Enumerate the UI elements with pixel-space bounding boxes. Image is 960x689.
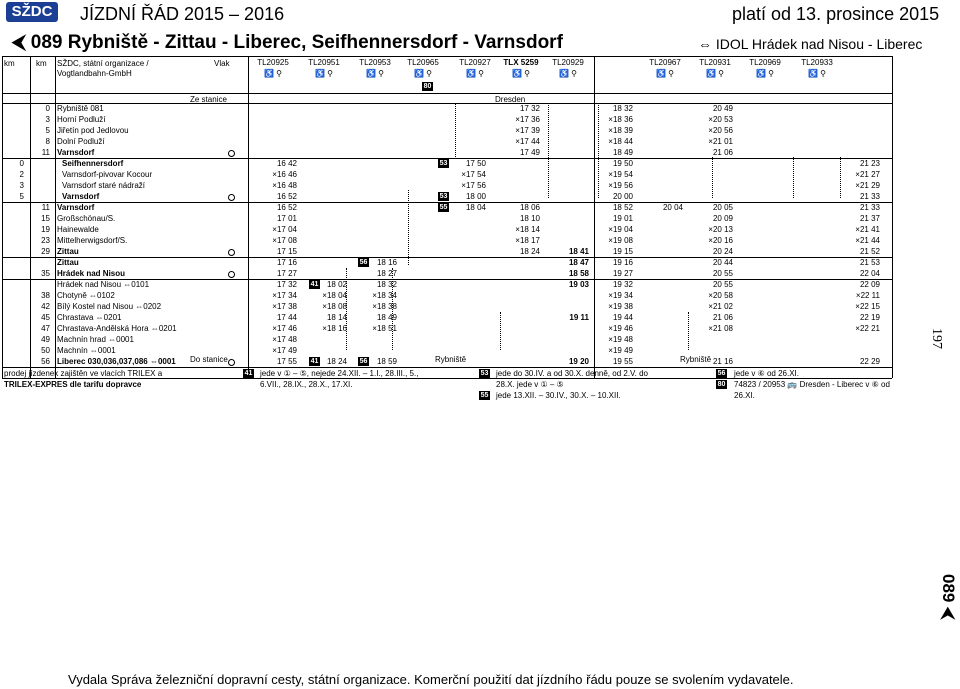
note-box-53: 53 xyxy=(480,370,489,377)
time-cell: 22 19 xyxy=(859,313,880,322)
ze-stanice: Ze stanice xyxy=(190,95,227,104)
to-rybniste-1: Rybniště xyxy=(435,355,467,364)
time-cell: 19 32 xyxy=(612,280,633,289)
train-number: TL20965 xyxy=(407,58,439,67)
station-name: Jiřetín pod Jedlovou xyxy=(57,126,129,135)
col-km2: km xyxy=(36,59,47,68)
train-number: TL20927 xyxy=(459,58,491,67)
time-cell: ×17 48 xyxy=(272,335,297,344)
station-name: Hainewalde xyxy=(57,225,99,234)
time-cell: ×20 56 xyxy=(708,126,733,135)
time-cell: 21 52 xyxy=(859,247,880,256)
time-cell: 18 52 xyxy=(612,203,633,212)
table-bottom-line xyxy=(2,367,892,368)
train-symbols: ♿ ⚲ xyxy=(413,69,433,78)
time-cell: 21 37 xyxy=(859,214,880,223)
section-line xyxy=(2,257,892,258)
carrier: SŽDC, státní organizace / Vogtlandbahn-GmbH xyxy=(57,59,149,78)
station-name: Varnsdorf staré nádraží xyxy=(62,181,146,190)
station-name: Chotyně ⇔0102 xyxy=(57,291,115,300)
time-cell: ×17 34 xyxy=(272,291,297,300)
time-cell: ×21 29 xyxy=(855,181,880,190)
time-cell: ×22 21 xyxy=(855,324,880,333)
time-cell: 19 27 xyxy=(612,269,633,278)
time-cell: ×18 17 xyxy=(515,236,540,245)
from-dresden: Dresden xyxy=(495,95,526,104)
time-cell: ×19 56 xyxy=(608,181,633,190)
time-cell: ×19 48 xyxy=(608,335,633,344)
time-cell: 21 23 xyxy=(859,159,880,168)
passage-line xyxy=(548,103,549,198)
passage-line xyxy=(346,268,347,350)
km2-value: 0 xyxy=(45,104,50,113)
time-cell: ×19 54 xyxy=(608,170,633,179)
train-symbols: ♿ ⚲ xyxy=(465,69,485,78)
time-cell: 19 55 xyxy=(612,357,633,366)
time-cell: ×18 08 xyxy=(322,302,347,311)
station-circle-icon xyxy=(228,150,235,157)
station-name: Rybniště 081 xyxy=(57,104,104,113)
time-cell: 17 32 xyxy=(276,280,297,289)
train-symbols: ♿ ⚲ xyxy=(314,69,334,78)
note-box-41: 41 xyxy=(244,370,253,377)
time-cell: 17 55 xyxy=(276,357,297,366)
train-number: TL20931 xyxy=(699,58,731,67)
time-cell: 20 04 xyxy=(662,203,683,212)
time-cell: 16 52 xyxy=(276,203,297,212)
time-cell: 19 15 xyxy=(612,247,633,256)
time-cell: 21 33 xyxy=(859,203,880,212)
passage-line xyxy=(598,103,599,198)
col-km1: km xyxy=(4,59,15,68)
km2-value: 49 xyxy=(41,335,50,344)
time-cell: 21 33 xyxy=(859,192,880,201)
side-line-label xyxy=(938,574,958,619)
time-cell: ×17 04 xyxy=(272,225,297,234)
time-cell: ×18 38 xyxy=(372,302,397,311)
station-circle-icon xyxy=(228,249,235,256)
note-53b: 28.X. jede v ① – ⑤ xyxy=(496,380,564,389)
km2-value: 42 xyxy=(41,302,50,311)
time-cell: 18 32 xyxy=(376,280,397,289)
km2-value: 45 xyxy=(41,313,50,322)
idol-text: IDOL Hrádek nad Nisou - Liberec xyxy=(715,36,923,52)
time-cell: ×21 08 xyxy=(708,324,733,333)
time-cell: 18 32 xyxy=(612,104,633,113)
time-cell: 17 50 xyxy=(465,159,486,168)
time-cell: ×17 54 xyxy=(461,170,486,179)
time-cell: 16 42 xyxy=(276,159,297,168)
train-number: TL20969 xyxy=(749,58,781,67)
table-header-line xyxy=(2,93,892,94)
time-cell: 18 16 xyxy=(376,258,397,267)
time-cell: ×20 16 xyxy=(708,236,733,245)
time-cell: ×17 36 xyxy=(515,115,540,124)
time-cell: ×17 44 xyxy=(515,137,540,146)
time-cell: ×21 41 xyxy=(855,225,880,234)
km2-value: 56 xyxy=(41,357,50,366)
train-number: TL20933 xyxy=(801,58,833,67)
time-cell: ×18 16 xyxy=(322,324,347,333)
time-cell: 19 03 xyxy=(568,280,589,289)
note-box-80-legend: 80 xyxy=(717,381,726,388)
km1-value: 3 xyxy=(19,181,24,190)
time-cell: 17 16 xyxy=(276,258,297,267)
note-box-53: 53 xyxy=(439,160,448,167)
footer: Vydala Správa železniční dopravní cesty, státní organizace. Komerční použití dat jízdního řádu pouze se svolením vydavatele. xyxy=(68,672,794,687)
time-cell: 18 10 xyxy=(519,214,540,223)
time-cell: 18 49 xyxy=(612,148,633,157)
station-name: Mittelherwigsdorf/S. xyxy=(57,236,128,245)
time-cell: ×18 39 xyxy=(608,126,633,135)
side-arrow-icon: ⮜ xyxy=(939,602,958,620)
time-cell: ×18 51 xyxy=(372,324,397,333)
station-name: Seifhennersdorf xyxy=(62,159,124,168)
note-box-55: 55 xyxy=(480,392,489,399)
km2-value: 5 xyxy=(45,126,50,135)
time-cell: 21 06 xyxy=(712,313,733,322)
km1-value: 0 xyxy=(19,159,24,168)
passage-line xyxy=(712,157,713,198)
km1-value: 2 xyxy=(19,170,24,179)
km1-value: 5 xyxy=(19,192,24,201)
time-cell: ×16 48 xyxy=(272,181,297,190)
km2-value: 29 xyxy=(41,247,50,256)
time-cell: 20 49 xyxy=(712,104,733,113)
time-cell: 18 04 xyxy=(465,203,486,212)
time-cell: 18 59 xyxy=(376,357,397,366)
line-arrow-icon: ⮜ xyxy=(12,32,31,53)
note-55: jede 13.XII. – 30.IV., 30.X. – 10.XII. xyxy=(496,391,621,400)
column-divider xyxy=(248,56,249,378)
time-cell: 18 47 xyxy=(568,258,589,267)
line-title: Rybniště - Zittau - Liberec, Seifhennersdorf - Varnsdorf xyxy=(67,32,563,53)
station-name: Machnín hrad ⇔0001 xyxy=(57,335,134,344)
station-name: Machnín ⇔0001 xyxy=(57,346,116,355)
side-line-number: 089 xyxy=(939,574,958,603)
time-cell: 22 04 xyxy=(859,269,880,278)
time-cell: 19 01 xyxy=(612,214,633,223)
time-cell: ×17 08 xyxy=(272,236,297,245)
time-cell: 22 29 xyxy=(859,357,880,366)
station-circle-icon xyxy=(228,271,235,278)
km2-value: 3 xyxy=(45,115,50,124)
col-vlak: Vlak xyxy=(214,59,230,68)
note-box-56: 56 xyxy=(359,259,368,266)
time-cell: 18 14 xyxy=(326,313,347,322)
time-cell: 20 09 xyxy=(712,214,733,223)
km2-value: 15 xyxy=(41,214,50,223)
km2-value: 50 xyxy=(41,346,50,355)
station-circle-icon xyxy=(228,194,235,201)
time-cell: ×22 11 xyxy=(855,291,880,300)
time-cell: ×21 27 xyxy=(855,170,880,179)
time-cell: 18 58 xyxy=(568,269,589,278)
station-name: Horní Podluží xyxy=(57,115,106,124)
time-cell: 20 55 xyxy=(712,280,733,289)
train-symbols: ♿ ⚲ xyxy=(511,69,531,78)
time-cell: ×18 44 xyxy=(608,137,633,146)
time-cell: 21 53 xyxy=(859,258,880,267)
station-name: Varnsdorf xyxy=(57,203,95,212)
passage-line xyxy=(840,157,841,198)
note-box-56: 56 xyxy=(359,358,368,365)
note-trilex-1: prodej jízdenek zajištěn ve vlacích TRILEX a xyxy=(4,369,163,378)
doc-title: JÍZDNÍ ŘÁD 2015 – 2016 xyxy=(80,4,285,24)
note-80b: 26.XI. xyxy=(734,391,755,400)
km2-value: 19 xyxy=(41,225,50,234)
table-top-line xyxy=(2,56,892,57)
station-name: Varnsdorf xyxy=(57,148,95,157)
km2-value: 47 xyxy=(41,324,50,333)
km2-value: 38 xyxy=(41,291,50,300)
station-name: Bílý Kostel nad Nisou ⇔0202 xyxy=(57,302,162,311)
line-number: 089 xyxy=(30,32,63,53)
note-trilex-2: TRILEX-EXPRES dle tarifu dopravce xyxy=(4,380,142,389)
time-cell: ×19 08 xyxy=(608,236,633,245)
train-number: TL20967 xyxy=(649,58,681,67)
time-cell: ×17 46 xyxy=(272,324,297,333)
valid-from: platí od 13. prosince 2015 xyxy=(732,4,940,24)
to-rybniste-2: Rybniště xyxy=(680,355,712,364)
time-cell: 18 49 xyxy=(376,313,397,322)
km2-value: 23 xyxy=(41,236,50,245)
passage-line xyxy=(500,312,501,350)
passage-line xyxy=(408,190,409,265)
train-symbols: ♿ ⚲ xyxy=(558,69,578,78)
time-cell: ×22 15 xyxy=(855,302,880,311)
station-name: Dolní Podluží xyxy=(57,137,105,146)
szdc-logo: SŽDC xyxy=(6,2,58,22)
time-cell: 19 44 xyxy=(612,313,633,322)
time-cell: 17 44 xyxy=(276,313,297,322)
km2-value: 11 xyxy=(41,148,50,157)
time-cell: 19 11 xyxy=(569,313,589,322)
note-53: jede do 30.IV. a od 30.X. denně, od 2.V. do xyxy=(496,369,648,378)
time-cell: 18 41 xyxy=(568,247,589,256)
passage-line xyxy=(688,312,689,350)
note-56: jede v ⑥ od 26.XI. xyxy=(734,369,799,378)
idol-info xyxy=(698,36,922,52)
note-box-53: 53 xyxy=(439,193,448,200)
station-name: Zittau xyxy=(57,247,79,256)
note-box-41: 41 xyxy=(310,281,319,288)
passage-line xyxy=(392,268,393,350)
time-cell: 19 16 xyxy=(612,258,633,267)
time-cell: 21 06 xyxy=(712,148,733,157)
time-cell: ×16 46 xyxy=(272,170,297,179)
note-41b: 6.VII., 28.IX., 28.X., 17.XI. xyxy=(260,380,353,389)
station-name: Großschönau/S. xyxy=(57,214,116,223)
train-number: TL20953 xyxy=(359,58,391,67)
time-cell: ×21 01 xyxy=(708,137,733,146)
time-cell: ×17 56 xyxy=(461,181,486,190)
time-cell: ×17 39 xyxy=(515,126,540,135)
time-cell: ×21 02 xyxy=(708,302,733,311)
time-cell: ×18 36 xyxy=(608,115,633,124)
time-cell: ×20 53 xyxy=(708,115,733,124)
time-cell: ×19 38 xyxy=(608,302,633,311)
train-number: TL20925 xyxy=(257,58,289,67)
time-cell: 17 27 xyxy=(276,269,297,278)
idol-exchange-icon: ⇔ xyxy=(698,36,716,52)
line-title-row xyxy=(12,32,563,54)
time-cell: 17 15 xyxy=(276,247,297,256)
time-cell: ×21 44 xyxy=(855,236,880,245)
km2-value: 11 xyxy=(41,203,50,212)
time-cell: ×19 46 xyxy=(608,324,633,333)
time-cell: ×18 34 xyxy=(372,291,397,300)
time-cell: 18 02 xyxy=(326,280,347,289)
page-number: 197 xyxy=(929,328,944,349)
station-circle-icon xyxy=(228,359,235,366)
station-name: Hrádek nad Nisou xyxy=(57,269,126,278)
train-symbols: ♿ ⚲ xyxy=(365,69,385,78)
time-cell: 20 44 xyxy=(712,258,733,267)
column-divider xyxy=(2,56,3,378)
note-box-41: 41 xyxy=(310,358,319,365)
time-cell: 18 00 xyxy=(465,192,486,201)
train-number: TLX 5259 xyxy=(503,58,539,67)
train-symbols: ♿ ⚲ xyxy=(807,69,827,78)
time-cell: ×20 58 xyxy=(708,291,733,300)
time-cell: 20 24 xyxy=(712,247,733,256)
time-cell: 16 52 xyxy=(276,192,297,201)
station-name: Hrádek nad Nisou ⇔0101 xyxy=(57,280,150,289)
time-cell: 21 16 xyxy=(712,357,733,366)
time-cell: 17 32 xyxy=(519,104,540,113)
station-name: Varnsdorf-pivovar Kocour xyxy=(62,170,153,179)
time-cell: ×19 49 xyxy=(608,346,633,355)
station-name: Zittau xyxy=(57,258,79,267)
time-cell: 20 00 xyxy=(612,192,633,201)
passage-line xyxy=(455,103,456,157)
station-name: Varnsdorf xyxy=(62,192,100,201)
note-80: 74823 / 20953 🚌 Dresden - Liberec v ⑥ od xyxy=(734,380,890,389)
column-divider xyxy=(55,56,56,378)
note-box-80: 80 xyxy=(423,83,432,90)
train-symbols: ♿ ⚲ xyxy=(755,69,775,78)
time-cell: 17 01 xyxy=(276,214,297,223)
train-number: TL20929 xyxy=(552,58,584,67)
time-cell: 17 49 xyxy=(519,148,540,157)
time-cell: 20 55 xyxy=(712,269,733,278)
train-symbols: ♿ ⚲ xyxy=(705,69,725,78)
time-cell: 20 05 xyxy=(712,203,733,212)
time-cell: ×19 04 xyxy=(608,225,633,234)
time-cell: ×19 34 xyxy=(608,291,633,300)
station-name: Chrastava-Andělská Hora ⇔0201 xyxy=(57,324,177,333)
train-symbols: ♿ ⚲ xyxy=(263,69,283,78)
time-cell: 22 09 xyxy=(859,280,880,289)
time-cell: 18 27 xyxy=(376,269,397,278)
note-41: jede v ① – ⑤, nejede 24.XII. – 1.I., 28.III., 5., xyxy=(260,369,419,378)
time-cell: 19 50 xyxy=(612,159,633,168)
note-box-56: 56 xyxy=(717,370,726,377)
do-stanice: Do stanice xyxy=(190,355,228,364)
time-cell: 18 24 xyxy=(519,247,540,256)
time-cell: ×17 49 xyxy=(272,346,297,355)
train-symbols: ♿ ⚲ xyxy=(655,69,675,78)
station-name: Chrastava ⇔0201 xyxy=(57,313,122,322)
station-name: Liberec 030,036,037,086 ⇔0001 xyxy=(57,357,176,366)
km2-value: 8 xyxy=(45,137,50,146)
time-cell: ×17 38 xyxy=(272,302,297,311)
time-cell: ×18 04 xyxy=(322,291,347,300)
note-box-55: 55 xyxy=(439,204,448,211)
km2-value: 35 xyxy=(41,269,50,278)
time-cell: 18 24 xyxy=(326,357,347,366)
table-body-line xyxy=(2,103,892,104)
time-cell: ×20 13 xyxy=(708,225,733,234)
time-cell: 18 06 xyxy=(519,203,540,212)
passage-line xyxy=(793,157,794,198)
time-cell: ×18 14 xyxy=(515,225,540,234)
train-number: TL20951 xyxy=(308,58,340,67)
column-divider xyxy=(892,56,893,378)
time-cell: 19 20 xyxy=(568,357,589,366)
